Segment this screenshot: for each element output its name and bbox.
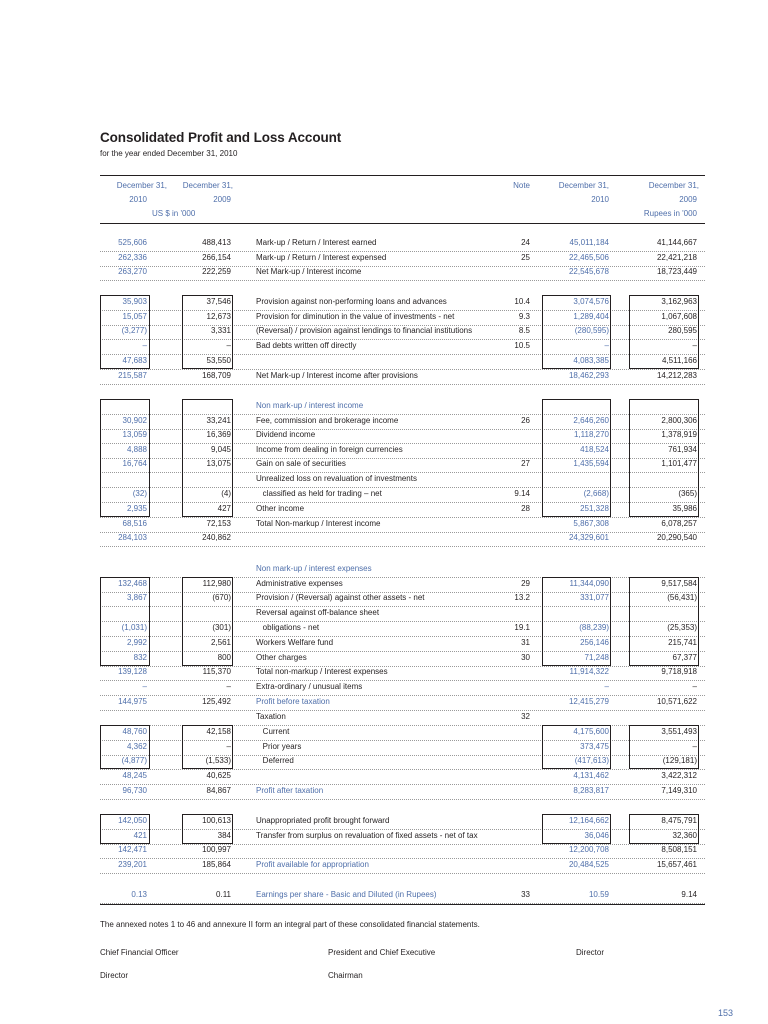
pkr-2010-value: 1,289,404 [573, 312, 609, 321]
usd-2010-value: 142,050 [118, 816, 147, 825]
usd-2009-value: 16,369 [206, 430, 231, 439]
usd-2010-value [100, 710, 147, 725]
usd-2010-value: – [142, 682, 147, 691]
pkr-2010-value: 8,283,817 [573, 786, 609, 795]
usd-2010-value: – [142, 341, 147, 350]
pkr-2009-value: (25,353) [667, 623, 697, 632]
pkr-2010-value: 2,646,260 [573, 416, 609, 425]
pkr-2009-value: – [692, 682, 697, 691]
usd-2009-value: 12,673 [206, 312, 231, 321]
usd-2010-value: 142,471 [118, 845, 147, 854]
page-subtitle: for the year ended December 31, 2010 [100, 149, 238, 158]
pkr-2010-value: (2,668) [583, 489, 609, 498]
usd-2010-value: 139,128 [118, 667, 147, 676]
note-ref: 28 [521, 504, 530, 513]
pkr-2009-value: (129,181) [662, 756, 697, 765]
header-bottom-rule [100, 223, 705, 224]
usd-2009-value: 0.11 [216, 890, 231, 899]
usd-2009-value: 488,413 [202, 238, 231, 247]
row-label [256, 769, 536, 784]
row-label: Deferred [256, 756, 294, 765]
usd-2009-value: 800 [217, 653, 231, 662]
table-row [100, 369, 705, 385]
usd-2009-value: – [226, 742, 231, 751]
pkr-2009-value: 1,378,919 [661, 430, 697, 439]
note-ref [500, 369, 530, 384]
pkr-2010-value: 22,545,678 [568, 267, 609, 276]
table-row [100, 531, 705, 547]
note-ref: 19.1 [514, 623, 530, 632]
usd-2010-value: 13,059 [122, 430, 147, 439]
usd-2010-value: 68,516 [122, 519, 147, 528]
pkr-2010-value: – [604, 682, 609, 691]
row-label [256, 843, 536, 858]
note-ref [500, 354, 530, 369]
note-ref [500, 665, 530, 680]
group-box [182, 725, 233, 769]
header-usd-unit: US $ in '000 [152, 209, 196, 218]
usd-2009-value: 37,546 [206, 297, 231, 306]
group-box [542, 399, 611, 517]
pkr-2010-value: 373,475 [580, 742, 609, 751]
group-box [100, 399, 150, 517]
note-ref [500, 531, 530, 546]
pkr-2010-value: 1,435,594 [573, 459, 609, 468]
pkr-2009-value: 280,595 [668, 326, 697, 335]
header-row-2 [100, 193, 705, 208]
pkr-2009-value: 215,741 [668, 638, 697, 647]
signature-cfo: Chief Financial Officer [100, 948, 179, 957]
row-label: Other income [256, 504, 305, 513]
usd-2009-value: 168,709 [202, 371, 231, 380]
header-pkr-unit: Rupees in '000 [643, 209, 697, 218]
pkr-2010-value [542, 710, 609, 725]
pkr-2010-value: 4,175,600 [573, 727, 609, 736]
header-pkr-2010-line1: December 31, [558, 181, 609, 190]
signature-director-1: Director [576, 948, 605, 957]
pkr-2009-value: 8,475,791 [661, 816, 697, 825]
row-label: Administrative expenses [256, 579, 343, 588]
note-ref: 25 [521, 253, 530, 262]
row-label: Bad debts written off directly [256, 341, 357, 350]
group-box [542, 295, 611, 369]
pkr-2009-value [629, 562, 697, 577]
usd-2010-value: 144,975 [118, 697, 147, 706]
usd-2010-value: 4,362 [126, 742, 147, 751]
group-box [100, 295, 150, 369]
note-ref [500, 399, 530, 414]
usd-2009-value: 2,561 [210, 638, 231, 647]
usd-2009-value: (670) [212, 593, 231, 602]
header-pkr-2009-line1: December 31, [648, 181, 699, 190]
row-label: Provision for diminution in the value of investments - net [256, 312, 455, 321]
note-ref [500, 472, 530, 487]
group-box [100, 725, 150, 769]
note-ref: 10.4 [514, 297, 530, 306]
note-ref: 30 [521, 653, 530, 662]
row-label: Taxation [256, 712, 286, 721]
usd-2009-value: 125,492 [202, 697, 231, 706]
row-label: Profit after taxation [256, 786, 324, 795]
pkr-2010-value: 10.59 [588, 890, 609, 899]
signature-president: President and Chief Executive [328, 948, 436, 957]
usd-2009-value: 9,045 [210, 445, 231, 454]
group-box [629, 295, 699, 369]
note-ref [500, 740, 530, 755]
usd-2009-value: 240,862 [202, 533, 231, 542]
row-label: Non mark-up / interest income [256, 401, 364, 410]
usd-2009-value: 100,613 [202, 816, 231, 825]
note-ref: 26 [521, 416, 530, 425]
note-ref [500, 858, 530, 873]
row-label: Total non-markup / Interest expenses [256, 667, 388, 676]
note-ref: 24 [521, 238, 530, 247]
header-usd-2009-line1: December 31, [182, 181, 233, 190]
pkr-2009-value: 4,511,166 [662, 356, 697, 365]
pkr-2009-value: 20,290,540 [656, 533, 697, 542]
pkr-2010-value: 45,011,184 [569, 238, 609, 247]
pkr-2010-value: 12,200,708 [568, 845, 609, 854]
usd-2010-value: 525,606 [118, 238, 147, 247]
pkr-2009-value: 35,986 [672, 504, 697, 513]
table-row [100, 236, 705, 252]
pkr-2009-value: (56,431) [667, 593, 697, 602]
row-label: Dividend income [256, 430, 316, 439]
pkr-2010-value: (417,613) [574, 756, 609, 765]
pkr-2009-value: (365) [678, 489, 697, 498]
pkr-2010-value: 20,484,525 [568, 860, 609, 869]
note-ref: 9.3 [518, 312, 530, 321]
group-box [542, 577, 611, 666]
usd-2009-value: 115,370 [202, 667, 231, 676]
row-label: Earnings per share - Basic and Diluted (in Rupees) [256, 890, 437, 899]
usd-2010-value: (3,277) [121, 326, 147, 335]
usd-2010-value: 284,103 [118, 533, 147, 542]
group-box [100, 577, 150, 666]
pkr-2010-value: 11,914,322 [569, 667, 609, 676]
usd-2010-value: 263,270 [118, 267, 147, 276]
pkr-2010-value: (280,595) [574, 326, 609, 335]
header-row-3 [100, 207, 705, 222]
table-row [100, 680, 705, 696]
usd-2009-value: (301) [212, 623, 231, 632]
usd-2010-value: (4,877) [121, 756, 147, 765]
note-ref: 31 [521, 638, 530, 647]
pkr-2010-value: 12,164,662 [568, 816, 609, 825]
usd-2010-value: 2,992 [126, 638, 147, 647]
row-label: Net Mark-up / Interest income [256, 267, 362, 276]
pkr-2010-value: 24,329,601 [568, 533, 609, 542]
pkr-2009-value: 15,657,461 [656, 860, 697, 869]
group-box [100, 814, 150, 844]
row-label: Prior years [256, 742, 302, 751]
note-ref [500, 725, 530, 740]
usd-2009-value: 72,153 [206, 519, 231, 528]
usd-2009-value: 3,331 [210, 326, 231, 335]
pkr-2009-value: 7,149,310 [661, 786, 697, 795]
usd-2010-value [100, 562, 147, 577]
table-row [100, 784, 705, 800]
row-label: Workers Welfare fund [256, 638, 334, 647]
pkr-2009-value: 9,517,584 [661, 579, 697, 588]
usd-2010-value: 30,902 [122, 416, 147, 425]
note-ref: 27 [521, 459, 530, 468]
note-ref [500, 843, 530, 858]
pkr-2009-value: 9.14 [681, 890, 697, 899]
note-ref [500, 606, 530, 621]
pkr-2009-value: 3,551,493 [661, 727, 697, 736]
note-ref [500, 443, 530, 458]
usd-2009-value: (4) [221, 489, 231, 498]
pkr-2010-value: 251,328 [580, 504, 609, 513]
pkr-2010-value: 36,046 [584, 831, 609, 840]
pkr-2009-value: 761,934 [668, 445, 697, 454]
pkr-2010-value: 12,415,279 [568, 697, 609, 706]
usd-2009-value: 33,241 [206, 416, 231, 425]
group-box [182, 814, 233, 844]
pkr-2010-value: 18,462,293 [568, 371, 609, 380]
pkr-2009-value: 8,508,151 [661, 845, 697, 854]
group-box [182, 295, 233, 369]
pkr-2009-value: 3,162,963 [661, 297, 697, 306]
row-label: Fee, commission and brokerage income [256, 416, 399, 425]
pkr-2010-value: 256,146 [580, 638, 609, 647]
row-label: Provision / (Reversal) against other assets - net [256, 593, 425, 602]
row-label: Income from dealing in foreign currencies [256, 445, 403, 454]
note-ref [500, 680, 530, 695]
pkr-2010-value: 22,465,506 [568, 253, 609, 262]
usd-2010-value: 832 [133, 653, 147, 662]
usd-2010-value: 2,935 [126, 504, 147, 513]
usd-2010-value: 3,867 [126, 593, 147, 602]
row-label [256, 531, 536, 546]
note-ref [500, 784, 530, 799]
pkr-2010-value: 11,344,090 [569, 579, 609, 588]
usd-2010-value: 239,201 [118, 860, 147, 869]
usd-2009-value: 185,864 [202, 860, 231, 869]
pkr-2009-value: 1,101,477 [661, 459, 697, 468]
usd-2010-value: 16,764 [122, 459, 147, 468]
pkr-2010-value: 4,131,462 [573, 771, 609, 780]
row-label: obligations - net [256, 623, 320, 632]
row-label: Profit before taxation [256, 697, 330, 706]
header-usd-2010-line1: December 31, [116, 181, 167, 190]
usd-2009-value [182, 562, 231, 577]
header-row-1 [100, 179, 705, 194]
pkr-2010-value: 418,524 [580, 445, 609, 454]
usd-2009-value: 53,550 [206, 356, 231, 365]
group-box [629, 399, 699, 517]
pkr-2010-value: 1,118,270 [574, 430, 609, 439]
signature-director-2: Director [100, 971, 129, 980]
page-number: 153 [717, 1008, 733, 1018]
usd-2009-value: 40,625 [206, 771, 231, 780]
pkr-2009-value: 1,067,608 [661, 312, 697, 321]
usd-2010-value: 48,245 [122, 771, 147, 780]
pkr-2009-value: 41,144,667 [656, 238, 697, 247]
row-label: Reversal against off-balance sheet [256, 608, 380, 617]
note-ref: 32 [521, 712, 530, 721]
note-ref [500, 562, 530, 577]
table-row [100, 858, 705, 874]
usd-2009-value: 13,075 [206, 459, 231, 468]
usd-2010-value: 35,903 [122, 297, 147, 306]
usd-2009-value: 42,158 [206, 727, 231, 736]
note-ref: 9.14 [514, 489, 530, 498]
table-row [100, 710, 705, 726]
group-box [182, 577, 233, 666]
usd-2010-value: 0.13 [131, 890, 147, 899]
row-label: Unappropriated profit brought forward [256, 816, 390, 825]
note-ref [500, 265, 530, 280]
note-ref [500, 754, 530, 769]
pkr-2009-value: – [692, 341, 697, 350]
pkr-2010-value: 4,083,385 [573, 356, 609, 365]
group-box [182, 399, 233, 517]
usd-2009-value [182, 710, 231, 725]
table-row [100, 769, 705, 785]
usd-2010-value: 4,888 [126, 445, 147, 454]
usd-2010-value: (1,031) [121, 623, 147, 632]
pkr-2010-value: 71,248 [584, 653, 609, 662]
group-box [629, 577, 699, 666]
usd-2009-value: 427 [217, 504, 231, 513]
usd-2009-value: 112,980 [202, 579, 231, 588]
pkr-2009-value: – [692, 742, 697, 751]
table-row [100, 843, 705, 859]
header-usd-2009-line2: 2009 [213, 195, 231, 204]
usd-2009-value: 100,997 [202, 845, 231, 854]
usd-2010-value: 47,683 [122, 356, 147, 365]
note-ref: 10.5 [514, 341, 530, 350]
table-row [100, 265, 705, 281]
header-pkr-2009-line2: 2009 [679, 195, 697, 204]
note-ref [500, 695, 530, 710]
row-label: Extra-ordinary / unusual items [256, 682, 363, 691]
table-row [100, 562, 705, 578]
pkr-2010-value [542, 562, 609, 577]
header-pkr-2010-line2: 2010 [591, 195, 609, 204]
header-note: Note [513, 181, 530, 190]
usd-2010-value: 262,336 [118, 253, 147, 262]
usd-2010-value: 132,468 [118, 579, 147, 588]
note-ref [500, 428, 530, 443]
row-label [256, 354, 536, 369]
note-ref [500, 829, 530, 844]
note-ref [500, 814, 530, 829]
note-ref: 13.2 [514, 593, 530, 602]
note-ref: 33 [521, 890, 530, 899]
pkr-2009-value: 2,800,306 [661, 416, 697, 425]
group-box [542, 814, 611, 844]
table-row [100, 695, 705, 711]
usd-2009-value: 84,867 [206, 786, 231, 795]
usd-2010-value: 15,057 [122, 312, 147, 321]
pkr-2009-value: 14,212,283 [656, 371, 697, 380]
usd-2010-value: 215,587 [118, 371, 147, 380]
usd-2010-value: 421 [133, 831, 147, 840]
row-label: Gain on sale of securities [256, 459, 346, 468]
row-label: Mark-up / Return / Interest expensed [256, 253, 387, 262]
note-ref [500, 517, 530, 532]
pkr-2009-value: 3,422,312 [661, 771, 697, 780]
row-label: Other charges [256, 653, 307, 662]
pkr-2009-value: 22,421,218 [656, 253, 697, 262]
pkr-2009-value: 18,723,449 [656, 267, 697, 276]
row-label: Provision against non-performing loans and advances [256, 297, 447, 306]
page-title: Consolidated Profit and Loss Account [100, 130, 342, 145]
row-label: Non mark-up / interest expenses [256, 564, 372, 573]
usd-2009-value: 266,154 [202, 253, 231, 262]
pkr-2009-value: 10,571,622 [656, 697, 697, 706]
usd-2010-value: 48,760 [122, 727, 147, 736]
row-label: Current [256, 727, 290, 736]
signature-chairman: Chairman [328, 971, 363, 980]
row-label: Unrealized loss on revaluation of investments [256, 474, 417, 483]
table-bottom-rule [100, 904, 705, 905]
pkr-2010-value: 331,077 [580, 593, 609, 602]
pkr-2009-value: 9,718,918 [661, 667, 697, 676]
row-label: (Reversal) / provision against lendings to financial institutions [256, 326, 473, 335]
usd-2009-value: 222,259 [202, 267, 231, 276]
row-label: Mark-up / Return / Interest earned [256, 238, 377, 247]
group-box [629, 814, 699, 844]
table-row [100, 888, 705, 904]
usd-2009-value: (1,533) [205, 756, 231, 765]
row-label: classified as held for trading – net [256, 489, 382, 498]
usd-2009-value: 384 [217, 831, 231, 840]
row-label: Transfer from surplus on revaluation of fixed assets - net of tax [256, 831, 478, 840]
usd-2010-value: (32) [132, 489, 147, 498]
pkr-2010-value: 5,867,308 [573, 519, 609, 528]
pkr-2010-value: 3,074,576 [573, 297, 609, 306]
header-top-rule [100, 175, 705, 176]
header-usd-2010-line2: 2010 [129, 195, 147, 204]
pkr-2009-value [629, 710, 697, 725]
group-box [629, 725, 699, 769]
usd-2009-value: – [226, 682, 231, 691]
pkr-2009-value: 6,078,257 [661, 519, 697, 528]
row-label: Profit available for appropriation [256, 860, 369, 869]
row-label: Net Mark-up / Interest income after provisions [256, 371, 418, 380]
pkr-2009-value: 32,360 [672, 831, 697, 840]
group-box [542, 725, 611, 769]
note-ref: 8.5 [518, 326, 530, 335]
pkr-2010-value: (88,239) [579, 623, 609, 632]
pkr-2010-value: – [604, 341, 609, 350]
note-ref [500, 769, 530, 784]
table-row [100, 665, 705, 681]
annexed-notes-text: The annexed notes 1 to 46 and annexure II form an integral part of these consolidated financial statements. [100, 920, 480, 929]
pkr-2009-value: 67,377 [672, 653, 697, 662]
note-ref: 29 [521, 579, 530, 588]
row-label: Total Non-markup / Interest income [256, 519, 381, 528]
usd-2009-value: – [226, 341, 231, 350]
usd-2010-value: 96,730 [122, 786, 147, 795]
